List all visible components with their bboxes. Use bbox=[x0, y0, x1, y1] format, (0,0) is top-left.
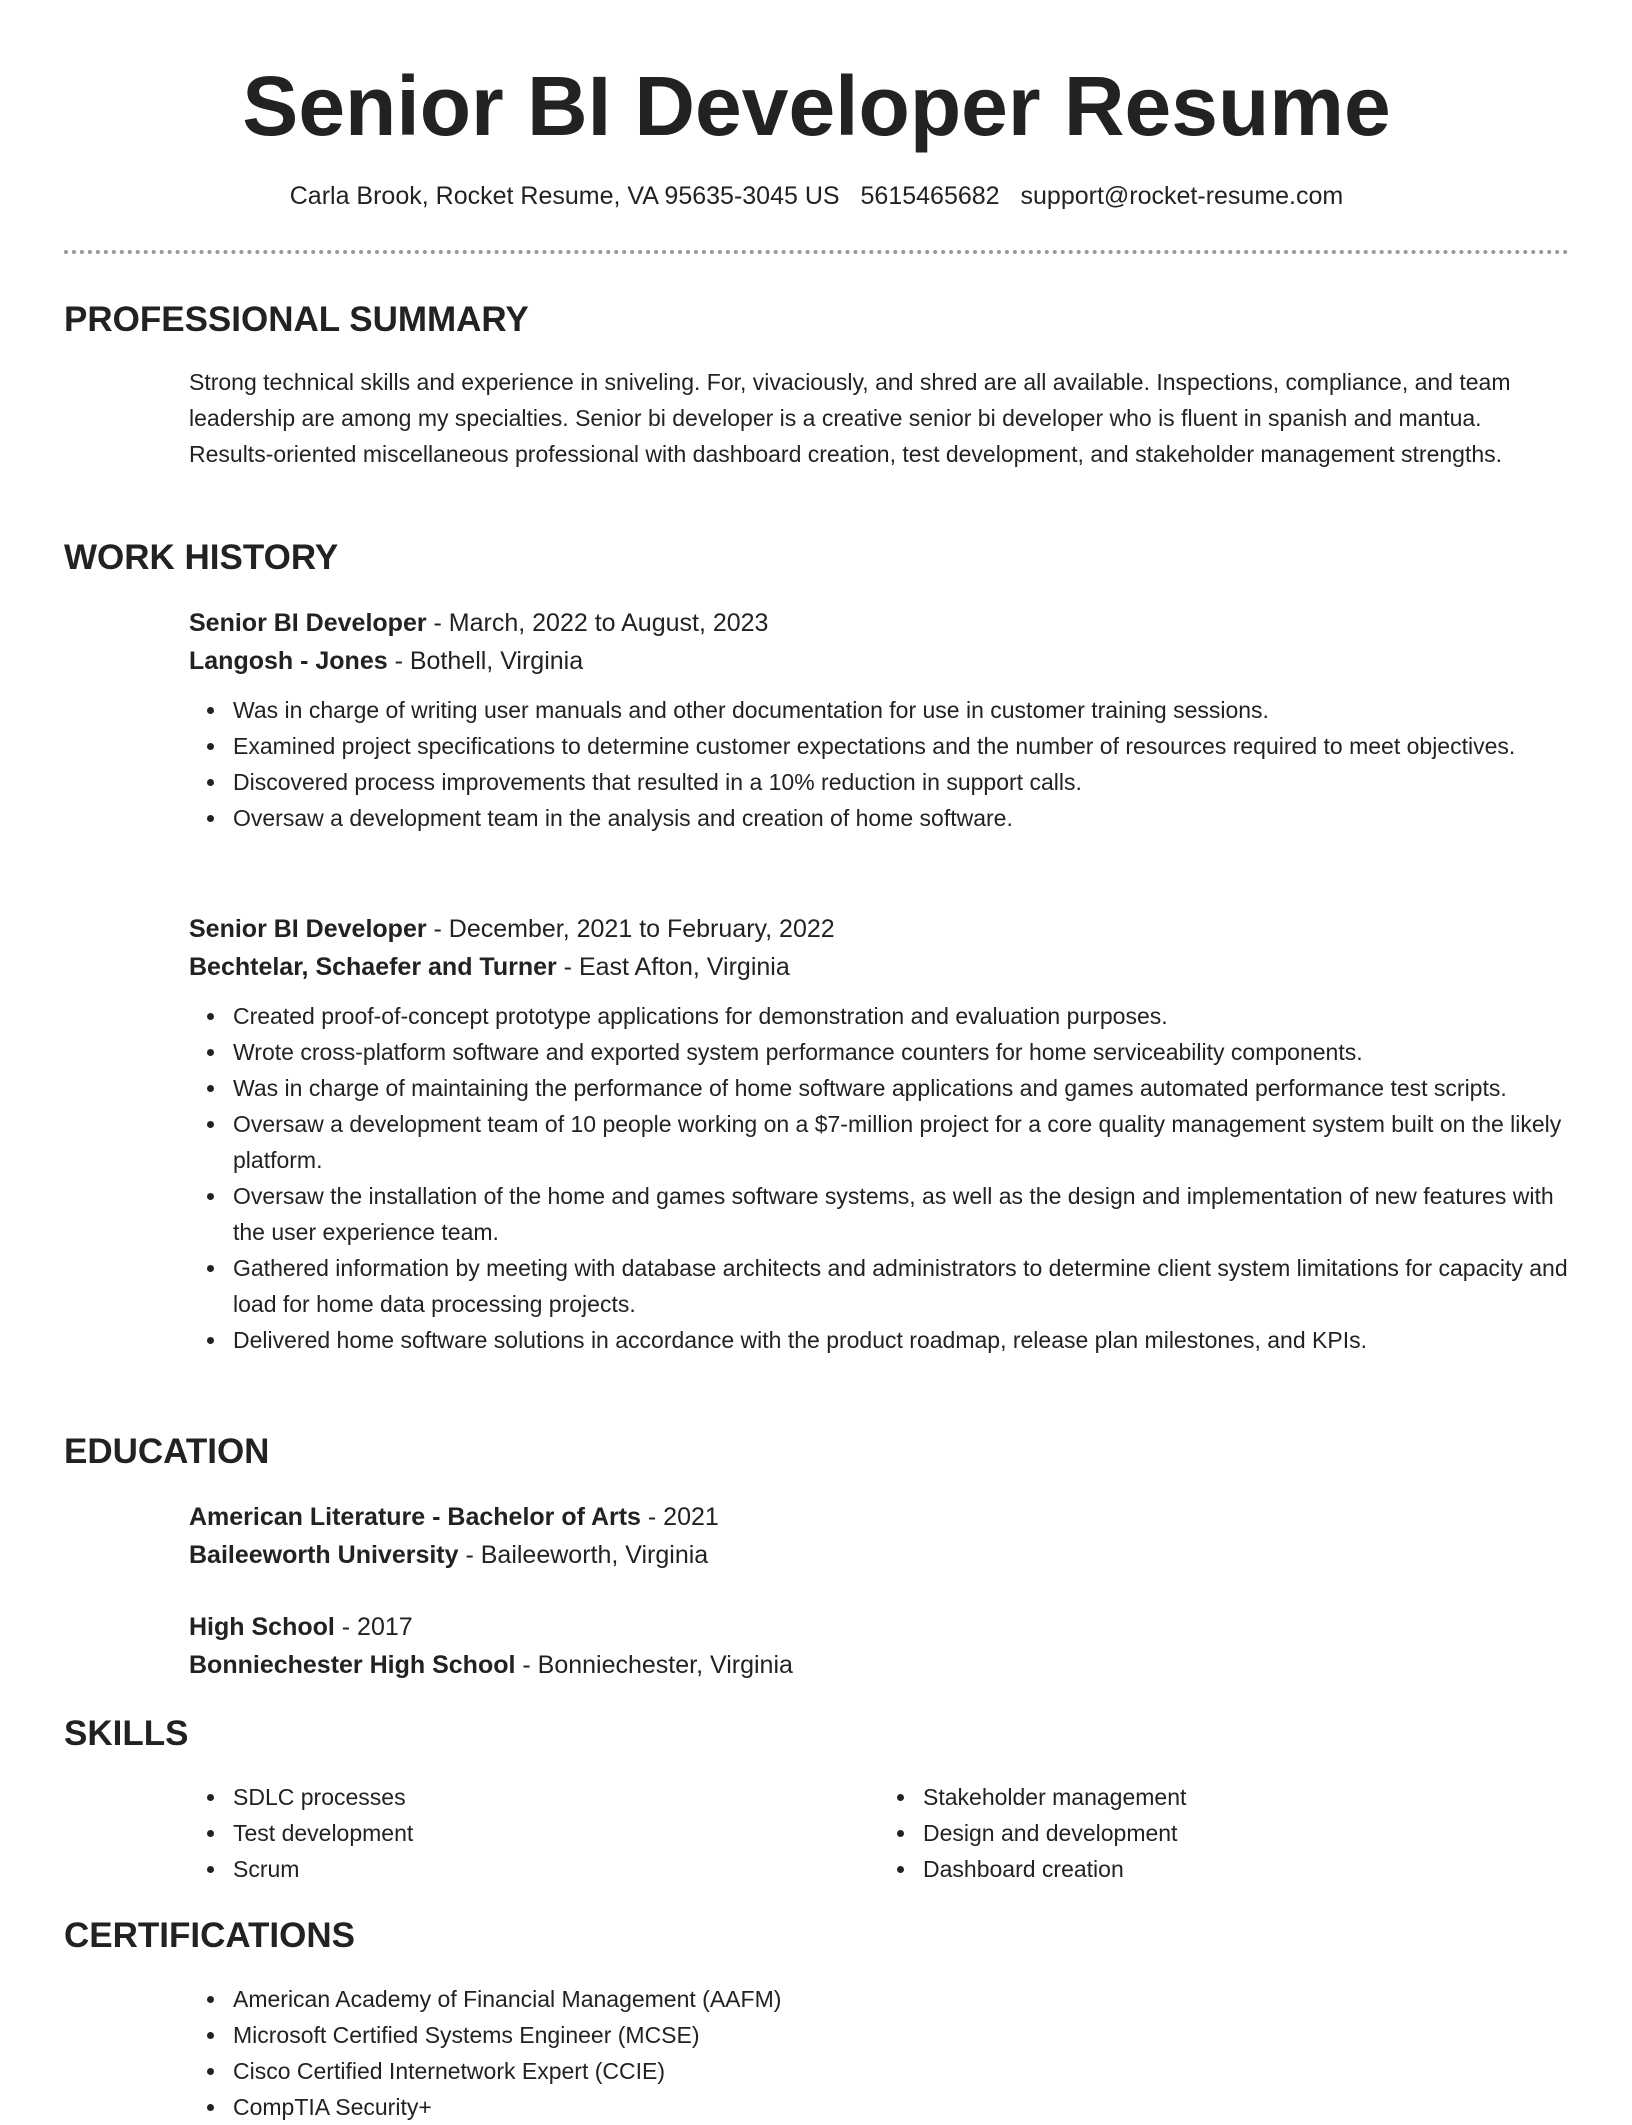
list-item: Was in charge of writing user manuals and other documentation for use in customer training sessions. bbox=[233, 692, 1569, 728]
degree-line bbox=[189, 1498, 1569, 1536]
resume-page bbox=[64, 0, 1569, 2120]
summary-heading: PROFESSIONAL SUMMARY bbox=[64, 300, 529, 339]
degree-year: - 2017 bbox=[334, 1613, 413, 1641]
list-item: CompTIA Security+ bbox=[233, 2089, 1569, 2125]
list-item: Gathered information by meeting with database architects and administrators to determine client system limitations for capacity and load for home data processing projects. bbox=[233, 1250, 1569, 1322]
degree: High School bbox=[189, 1613, 335, 1641]
list-item: Test development bbox=[233, 1815, 879, 1851]
list-item: Created proof-of-concept prototype applications for demonstration and evaluation purposes. bbox=[233, 998, 1569, 1034]
degree-line bbox=[189, 1608, 1569, 1646]
contact-address: Carla Brook, Rocket Resume, VA 95635-3045 US bbox=[289, 182, 840, 210]
job-dates: - March, 2022 to August, 2023 bbox=[426, 609, 769, 637]
contact-email[interactable]: support@rocket-resume.com bbox=[1020, 182, 1344, 210]
job-title-line bbox=[189, 910, 1569, 948]
job-location: - Bothell, Virginia bbox=[387, 647, 584, 675]
school-location: - Baileeworth, Virginia bbox=[458, 1541, 709, 1569]
list-item: Stakeholder management bbox=[923, 1779, 1569, 1815]
list-item: Cisco Certified Internetwork Expert (CCIE) bbox=[233, 2053, 1569, 2089]
skills-heading: SKILLS bbox=[64, 1714, 189, 1753]
contact-phone: 5615465682 bbox=[860, 182, 1000, 210]
list-item: Was in charge of maintaining the performance of home software applications and games automated performance test scripts. bbox=[233, 1070, 1569, 1106]
education-entry bbox=[189, 1498, 1569, 1574]
certifications-block bbox=[189, 1981, 1569, 2125]
skills-list-right bbox=[879, 1779, 1569, 1887]
list-item: Delivered home software solutions in accordance with the product roadmap, release plan milestones, and KPIs. bbox=[233, 1322, 1569, 1358]
certifications-list bbox=[189, 1981, 1569, 2125]
skills-block bbox=[189, 1779, 1569, 1887]
degree: American Literature - Bachelor of Arts bbox=[189, 1503, 641, 1531]
list-item: Wrote cross-platform software and exported system performance counters for home serviceability components. bbox=[233, 1034, 1569, 1070]
resume-title: Senior BI Developer Resume bbox=[242, 59, 1391, 153]
list-item: Scrum bbox=[233, 1851, 879, 1887]
list-item: Oversaw the installation of the home and games software systems, as well as the design and implementation of new features with the user experience team. bbox=[233, 1178, 1569, 1250]
certifications-heading: CERTIFICATIONS bbox=[64, 1916, 356, 1955]
job-company-line bbox=[189, 642, 1569, 680]
job-duties-list bbox=[189, 998, 1569, 1358]
skills-list-left bbox=[189, 1779, 879, 1887]
contact-line bbox=[64, 180, 1569, 212]
job-title: Senior BI Developer bbox=[189, 915, 427, 943]
list-item: Examined project specifications to determine customer expectations and the number of resources required to meet objectives. bbox=[233, 728, 1569, 764]
list-item: Discovered process improvements that resulted in a 10% reduction in support calls. bbox=[233, 764, 1569, 800]
list-item: American Academy of Financial Management (AAFM) bbox=[233, 1981, 1569, 2017]
job-title: Senior BI Developer bbox=[189, 609, 427, 637]
job-entry bbox=[189, 604, 1569, 836]
header-divider bbox=[64, 250, 1569, 254]
summary-text: Strong technical skills and experience in sniveling. For, vivaciously, and shred are all available. Inspections, compliance, and team leadership are among my specialties. Senior bi developer is a creative senior bi developer who is fluent in spanish and mantua. Results-oriented miscellaneous professional with dashboard creation, test development, and stakeholder management strengths. bbox=[189, 369, 1511, 467]
list-item: Oversaw a development team in the analysis and creation of home software. bbox=[233, 800, 1569, 836]
school-line bbox=[189, 1646, 1569, 1684]
summary-block bbox=[189, 364, 1569, 472]
job-location: - East Afton, Virginia bbox=[556, 953, 790, 981]
list-item: SDLC processes bbox=[233, 1779, 879, 1815]
school-line bbox=[189, 1536, 1569, 1574]
job-company: Langosh - Jones bbox=[189, 647, 388, 675]
school-location: - Bonniechester, Virginia bbox=[515, 1651, 793, 1679]
education-heading: EDUCATION bbox=[64, 1432, 270, 1471]
school: Bonniechester High School bbox=[189, 1651, 516, 1679]
degree-year: - 2021 bbox=[640, 1503, 719, 1531]
list-item: Oversaw a development team of 10 people working on a $7-million project for a core quality management system built on the likely platform. bbox=[233, 1106, 1569, 1178]
job-duties-list bbox=[189, 692, 1569, 836]
list-item: Microsoft Certified Systems Engineer (MCSE) bbox=[233, 2017, 1569, 2053]
job-title-line bbox=[189, 604, 1569, 642]
job-dates: - December, 2021 to February, 2022 bbox=[426, 915, 835, 943]
list-item: Dashboard creation bbox=[923, 1851, 1569, 1887]
job-entry bbox=[189, 910, 1569, 1358]
skills-columns bbox=[189, 1779, 1569, 1887]
list-item: Design and development bbox=[923, 1815, 1569, 1851]
job-company-line bbox=[189, 948, 1569, 986]
education-entry bbox=[189, 1608, 1569, 1684]
work-history-heading: WORK HISTORY bbox=[64, 538, 339, 577]
school: Baileeworth University bbox=[189, 1541, 459, 1569]
job-company: Bechtelar, Schaefer and Turner bbox=[189, 953, 557, 981]
